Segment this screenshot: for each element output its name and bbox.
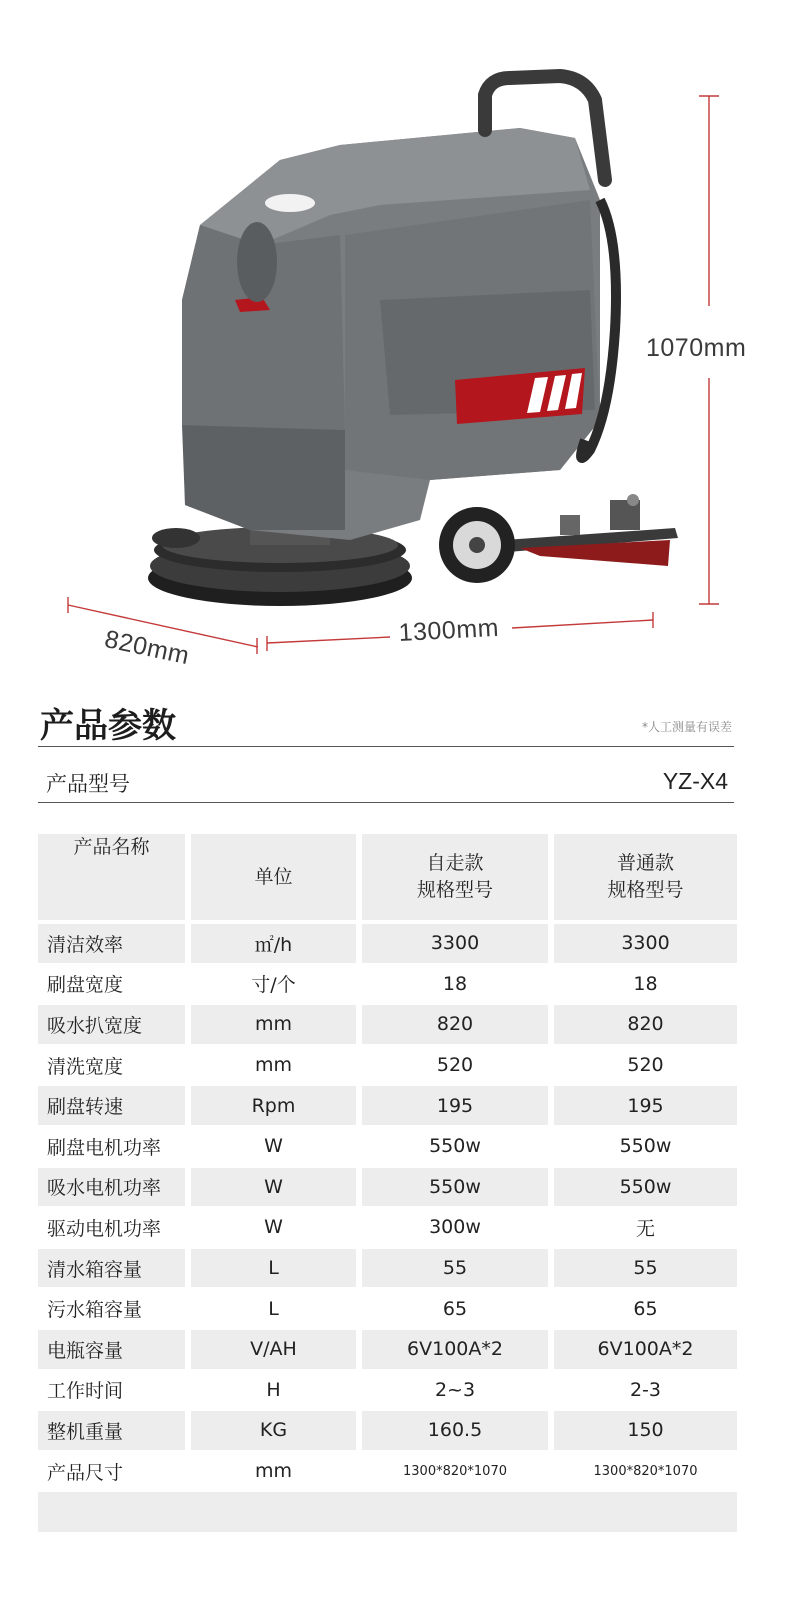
table-cell: 65 — [633, 1297, 658, 1320]
table-row — [38, 1330, 737, 1369]
length-dimension-label: 1300mm — [398, 613, 500, 647]
table-cell: L — [268, 1297, 279, 1320]
table-row — [38, 1208, 737, 1247]
model-label: 产品型号 — [46, 772, 130, 796]
model-value: YZ-X4 — [662, 768, 728, 794]
table-row — [38, 1127, 737, 1166]
table-cell: 55 — [554, 1249, 737, 1288]
table-cell: 150 — [554, 1411, 737, 1450]
table-cell: 寸/个 — [251, 974, 296, 997]
section-title: 产品参数 — [40, 706, 176, 746]
table-footer-row — [38, 1492, 737, 1532]
table-cell: 195 — [362, 1086, 548, 1125]
table-cell: 刷盘转速 — [38, 1086, 185, 1125]
table-cell: mm — [254, 1460, 293, 1483]
table-row — [38, 1289, 737, 1328]
header-text: 规格型号 — [607, 879, 684, 901]
table-cell: H — [266, 1378, 281, 1401]
table-row — [38, 965, 737, 1004]
table-cell: 6V100A*2 — [362, 1330, 548, 1369]
table-cell: 工作时间 — [47, 1380, 124, 1403]
header-text: 自走款 — [426, 852, 484, 874]
table-cell: 550w — [362, 1168, 548, 1207]
table-cell: Rpm — [191, 1086, 356, 1125]
table-cell: 无 — [635, 1217, 655, 1240]
table-cell: 清水箱容量 — [38, 1249, 185, 1288]
table-row — [38, 1249, 737, 1288]
table-cell: 300w — [429, 1216, 481, 1239]
table-cell: 2-3 — [629, 1378, 662, 1401]
table-row — [38, 1046, 737, 1085]
table-cell: 污水箱容量 — [47, 1299, 143, 1322]
table-cell: W — [264, 1216, 283, 1239]
header-text: 普通款 — [616, 852, 674, 874]
table-cell: W — [264, 1135, 283, 1158]
table-row — [38, 1371, 737, 1410]
table-cell: 2~3 — [434, 1378, 476, 1401]
table-cell: 产品尺寸 — [47, 1461, 124, 1484]
table-cell: 清洁效率 — [38, 924, 185, 963]
product-illustration — [0, 0, 790, 690]
table-row — [38, 1168, 737, 1207]
table-cell: 550w — [619, 1135, 672, 1158]
table-cell: 520 — [627, 1054, 664, 1077]
width-dimension-label: 820mm — [102, 625, 192, 671]
model-divider — [38, 802, 734, 803]
table-cell: 1300*820*1070 — [403, 1463, 507, 1479]
table-cell: 吸水扒宽度 — [38, 1005, 185, 1044]
squeegee — [505, 494, 678, 566]
table-cell: 3300 — [554, 924, 737, 963]
measurement-disclaimer: *人工测量有误差 — [641, 720, 732, 734]
table-row — [38, 1411, 737, 1450]
header-text: 规格型号 — [416, 879, 493, 901]
table-cell: 820 — [554, 1005, 737, 1044]
table-cell: 刷盘电机功率 — [47, 1136, 162, 1159]
table-cell: mm — [191, 1005, 356, 1044]
table-cell: 160.5 — [362, 1411, 548, 1450]
table-cell: 65 — [442, 1297, 468, 1320]
header-text: 产品名称 — [73, 836, 150, 858]
header-unit — [191, 834, 356, 920]
table-cell: mm — [254, 1054, 293, 1077]
table-cell: 55 — [362, 1249, 548, 1288]
table-cell: 820 — [362, 1005, 548, 1044]
table-cell: 电瓶容量 — [38, 1330, 185, 1369]
table-row — [38, 1086, 737, 1125]
table-cell: 整机重量 — [38, 1411, 185, 1450]
table-cell: 550w — [429, 1135, 481, 1158]
table-row — [38, 1005, 737, 1044]
table-cell: 195 — [554, 1086, 737, 1125]
table-cell: ㎡/h — [191, 924, 356, 963]
table-cell: 吸水电机功率 — [38, 1168, 185, 1207]
header-self-propelled — [362, 834, 548, 920]
table-cell: 1300*820*1070 — [593, 1463, 698, 1479]
header-standard — [554, 834, 737, 920]
table-cell: 550w — [554, 1168, 737, 1207]
title-divider — [38, 746, 734, 747]
table-cell: KG — [191, 1411, 356, 1450]
table-cell: 18 — [633, 972, 658, 995]
header-product-name — [38, 834, 185, 920]
table-cell: V/AH — [191, 1330, 356, 1369]
table-cell: W — [191, 1168, 356, 1207]
table-cell: 520 — [436, 1054, 474, 1077]
table-cell: L — [191, 1249, 356, 1288]
table-cell: 刷盘宽度 — [47, 974, 124, 997]
height-dimension-label: 1070mm — [646, 334, 747, 362]
table-cell: 6V100A*2 — [554, 1330, 737, 1369]
table-header-row — [38, 834, 737, 920]
machine-body — [182, 76, 616, 540]
table-cell: 清洗宽度 — [47, 1055, 124, 1078]
table-row — [38, 1452, 737, 1491]
table-cell: 18 — [442, 972, 468, 995]
header-text: 单位 — [254, 865, 293, 888]
table-cell: 驱动电机功率 — [47, 1217, 162, 1240]
rear-wheel — [439, 507, 515, 583]
table-cell: 3300 — [362, 924, 548, 963]
table-row — [38, 924, 737, 963]
